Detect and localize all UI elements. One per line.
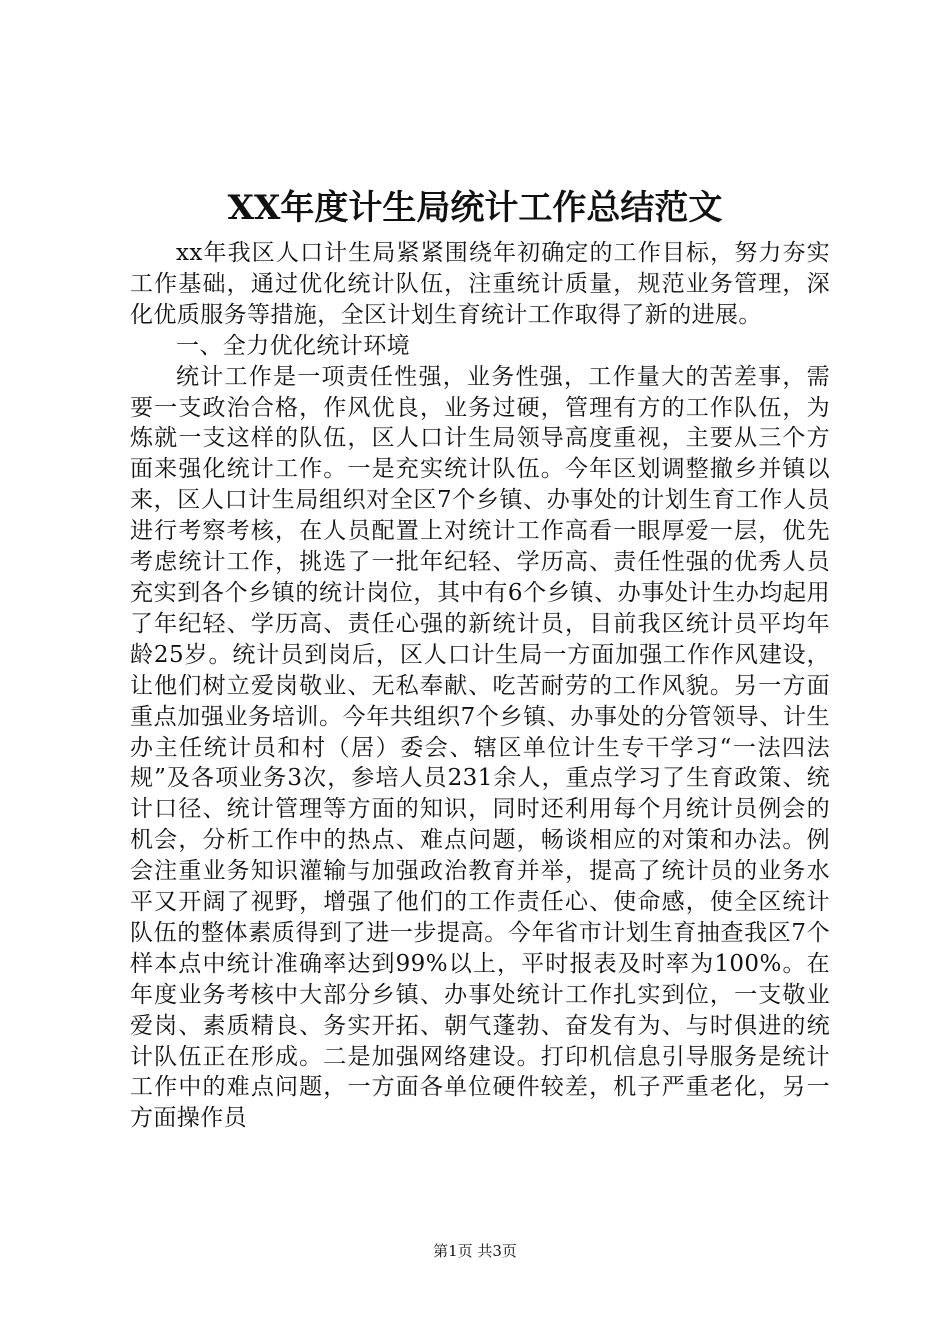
- page-number-footer: 第1页 共3页: [433, 1242, 517, 1260]
- section-heading-1: 一、全力优化统计环境: [176, 332, 410, 359]
- document-title: XX年度计生局统计工作总结范文: [227, 188, 723, 228]
- paragraph-intro: xx年我区人口计生局紧紧围绕年初确定的工作目标，努力夯实工作基础，通过优化统计队伍，注重统计质量，规范业务管理，深化优质服务等措施，全区计划生育统计工作取得了新的进展。: [130, 240, 830, 328]
- paragraph-statistics-team: 统计工作是一项责任性强，业务性强，工作量大的苦差事，需要一支政治合格，作风优良，业务过硬，管理有方的工作队伍，为炼就一支这样的队伍，区人口计生局领导高度重视，主要从三个方面来强化统计工作。一是充实统计队伍。今年区划调整撤乡并镇以来，区人口计生局组织对全区7个乡镇、办事处的计划生育工作人员进行考察考核，在人员配置上对统计工作高看一眼厚爱一层，优先考虑统计工作，挑选了一批年纪轻、学历高、责任性强的优秀人员充实到各个乡镇的统计岗位，其中有6个乡镇、办事处计生办均起用了年纪轻、学历高、责任心强的新统计员，目前我区统计员平均年龄25岁。统计员到岗后，区人口计生局一方面加强工作作风建设，让他们树立爱岗敬业、无私奉献、吃苦耐劳的工作风貌。另一方面重点加强业务培训。今年共组织7个乡镇、办事处的分管领导、计生办主任统计员和村（居）委会、辖区单位计生专干学习“一法四法规”及各项业务3次，参培人员231余人，重点学习了生育政策、统计口径、统计管理等方面的知识，同时还利用每个月统计员例会的机会，分析工作中的热点、难点问题，畅谈相应的对策和办法。例会注重业务知识灌输与加强政治教育并举，提高了统计员的业务水平又开阔了视野，增强了他们的工作责任心、使命感，使全区统计队伍的整体素质得到了进一步提高。今年省市计划生育抽查我区7个样本点中统计准确率达到99%以上，平时报表及时率为100%。在年度业务考核中大部分乡镇、办事处统计工作扎实到位，一支敬业爱岗、素质精良、务实开拓、朝气蓬勃、奋发有为、与时俱进的统计队伍正在形成。二是加强网络建设。打印机信息引导服务是统计工作中的难点问题，一方面各单位硬件较差，机子严重老化，另一方面操作员: [130, 363, 830, 1132]
- document-body: [130, 238, 830, 1134]
